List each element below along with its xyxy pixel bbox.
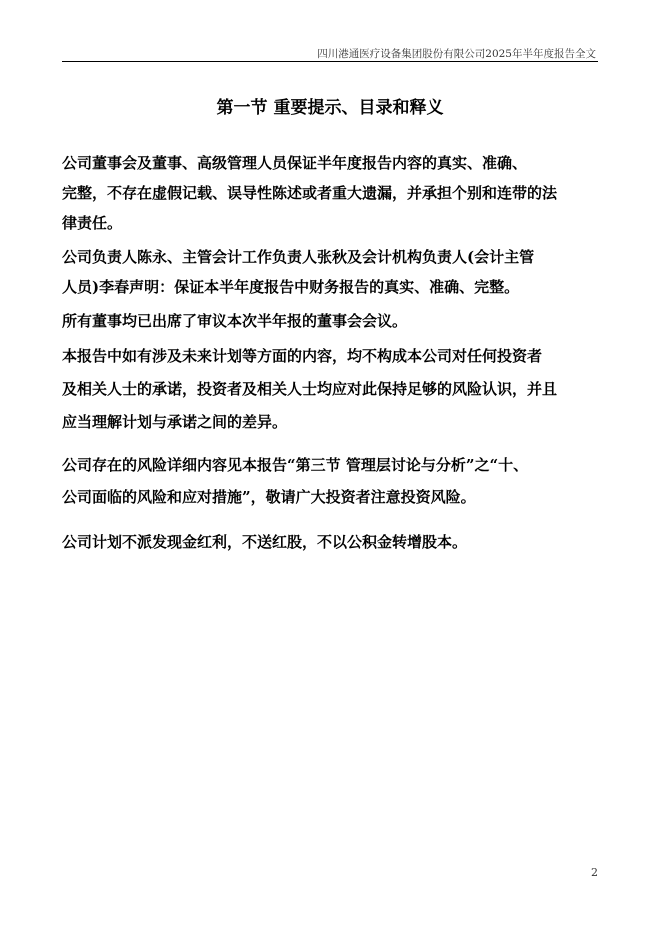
- paragraph-line: 公司负责人陈永、主管会计工作负责人张秋及会计机构负责人(会计主管: [62, 248, 535, 266]
- page-number: 2: [591, 866, 598, 879]
- paragraph-officers-statement: [62, 242, 598, 302]
- paragraph-line: 公司计划不派发现金红利，不送红股，不以公积金转增股本。: [62, 533, 468, 551]
- paragraph-line: 及相关人士的承诺，投资者及相关人士均应对此保持足够的风险认识，并且: [62, 380, 558, 398]
- paragraph-board-attendance: [62, 306, 598, 336]
- paragraph-line: 公司存在的风险详细内容见本报告“第三节 管理层讨论与分析”之“十、: [62, 456, 529, 474]
- section-title: 第一节 重要提示、目录和释义: [216, 98, 444, 118]
- paragraph-forward-looking: [62, 340, 598, 439]
- paragraph-line: 应当理解计划与承诺之间的差异。: [62, 413, 288, 431]
- paragraph-line: 公司董事会及董事、高级管理人员保证半年度报告内容的真实、准确、: [62, 154, 528, 172]
- paragraph-line: 公司面临的风险和应对措施”，敬请广大投资者注意投资风险。: [62, 488, 476, 506]
- paragraph-directors-guarantee: [62, 148, 598, 238]
- paragraph-line: 律责任。: [62, 214, 123, 232]
- paragraph-line: 完整，不存在虚假记载、误导性陈述或者重大遗漏，并承担个别和连带的法: [62, 184, 558, 202]
- paragraph-line: 本报告中如有涉及未来计划等方面的内容，均不构成本公司对任何投资者: [62, 347, 543, 365]
- paragraph-dividend-plan: [62, 527, 598, 557]
- paragraph-line: 人员)李春声明：保证本半年度报告中财务报告的真实、准确、完整。: [62, 278, 520, 296]
- header-divider: [62, 61, 598, 62]
- paragraph-risk-notice: [62, 449, 598, 513]
- paragraph-line: 所有董事均已出席了审议本次半年报的董事会会议。: [62, 312, 408, 330]
- running-header: 四川港通医疗设备集团股份有限公司2025年半年度报告全文: [317, 48, 596, 60]
